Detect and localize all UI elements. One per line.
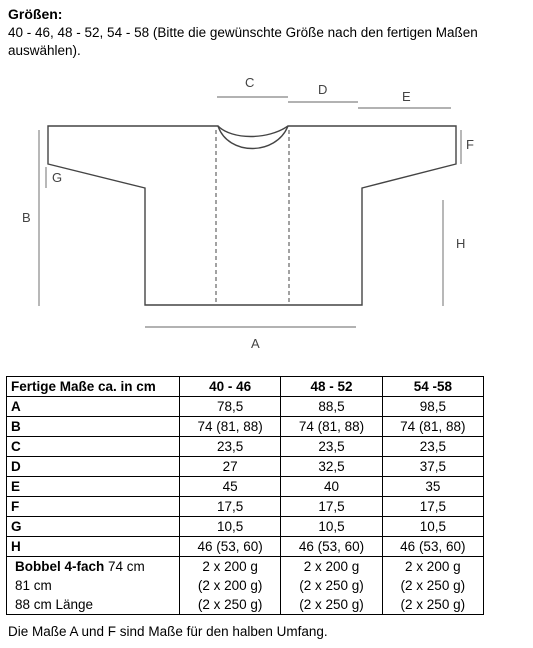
table-row — [7, 417, 484, 437]
sizes-intro: 40 - 46, 48 - 52, 54 - 58 (Bitte die gewünschte Größe nach den fertigen Maßen auswählen). — [8, 25, 478, 58]
yarn-amount: 2 x 200 g — [202, 559, 258, 574]
row-label: F — [7, 497, 180, 517]
table-cell: 27 — [180, 457, 281, 477]
yarn-amount: (2 x 250 g) — [197, 597, 263, 612]
yarn-amount-cell — [382, 557, 483, 615]
yarn-label-line: 88 cm Länge — [15, 597, 94, 612]
row-label: B — [7, 417, 180, 437]
yarn-amount: (2 x 250 g) — [400, 578, 466, 593]
table-cell: 74 (81, 88) — [281, 417, 382, 437]
yarn-amount-cell — [180, 557, 281, 615]
row-label: E — [7, 477, 180, 497]
table-header-size: 40 - 46 — [180, 377, 281, 397]
yarn-amount-cell — [281, 557, 382, 615]
yarn-amount: 2 x 200 g — [405, 559, 461, 574]
table-header-row — [7, 377, 484, 397]
table-cell: 46 (53, 60) — [382, 537, 483, 557]
table-cell: 37,5 — [382, 457, 483, 477]
table-row — [7, 477, 484, 497]
table-cell: 88,5 — [281, 397, 382, 417]
yarn-label-line: 81 cm — [15, 578, 52, 593]
table-cell: 17,5 — [281, 497, 382, 517]
yarn-length: 74 cm — [108, 559, 145, 574]
row-label: A — [7, 397, 180, 417]
table-cell: 17,5 — [180, 497, 281, 517]
sizes-heading: Größen: — [8, 6, 63, 22]
row-label: D — [7, 457, 180, 477]
label-e: E — [402, 89, 411, 104]
yarn-amount: (2 x 250 g) — [400, 597, 466, 612]
yarn-label-line — [11, 557, 175, 576]
table-cell: 46 (53, 60) — [281, 537, 382, 557]
table-header-size: 48 - 52 — [281, 377, 382, 397]
row-label: H — [7, 537, 180, 557]
measurements-table — [6, 376, 484, 615]
label-a: A — [251, 336, 260, 351]
table-row — [7, 457, 484, 477]
table-row — [7, 397, 484, 417]
table-cell: 10,5 — [180, 517, 281, 537]
yarn-amount: (2 x 250 g) — [299, 578, 364, 593]
garment-outline — [48, 126, 456, 305]
yarn-amount: (2 x 200 g) — [197, 578, 263, 593]
table-header-size: 54 -58 — [382, 377, 483, 397]
neckline-curve — [218, 126, 288, 149]
label-g: G — [52, 170, 63, 185]
table-cell: 98,5 — [382, 397, 483, 417]
table-cell: 32,5 — [281, 457, 382, 477]
table-cell: 23,5 — [382, 437, 483, 457]
table-cell: 23,5 — [180, 437, 281, 457]
yarn-amount: 2 x 200 g — [303, 559, 360, 574]
table-cell: 46 (53, 60) — [180, 537, 281, 557]
table-row — [7, 517, 484, 537]
table-cell: 40 — [281, 477, 382, 497]
table-row — [7, 497, 484, 517]
table-cell: 17,5 — [382, 497, 483, 517]
label-f: F — [466, 137, 474, 152]
table-cell: 78,5 — [180, 397, 281, 417]
table-row — [7, 537, 484, 557]
label-c: C — [245, 75, 255, 90]
table-cell: 74 (81, 88) — [382, 417, 483, 437]
table-cell: 35 — [382, 477, 483, 497]
table-cell: 23,5 — [281, 437, 382, 457]
table-cell: 74 (81, 88) — [180, 417, 281, 437]
label-b: B — [22, 210, 31, 225]
yarn-label-cell — [7, 557, 180, 615]
table-cell: 45 — [180, 477, 281, 497]
yarn-row — [7, 557, 484, 615]
table-cell: 10,5 — [382, 517, 483, 537]
footnote: Die Maße A und F sind Maße für den halben Umfang. — [8, 624, 328, 639]
garment-schematic — [0, 62, 533, 362]
label-d: D — [318, 82, 328, 97]
table-header-label: Fertige Maße ca. in cm — [7, 377, 180, 397]
table-row — [7, 437, 484, 457]
yarn-amount: (2 x 250 g) — [299, 597, 364, 612]
row-label: G — [7, 517, 180, 537]
table-cell: 10,5 — [281, 517, 382, 537]
row-label: C — [7, 437, 180, 457]
yarn-name: Bobbel 4-fach — [15, 559, 105, 574]
label-h: H — [456, 236, 466, 251]
